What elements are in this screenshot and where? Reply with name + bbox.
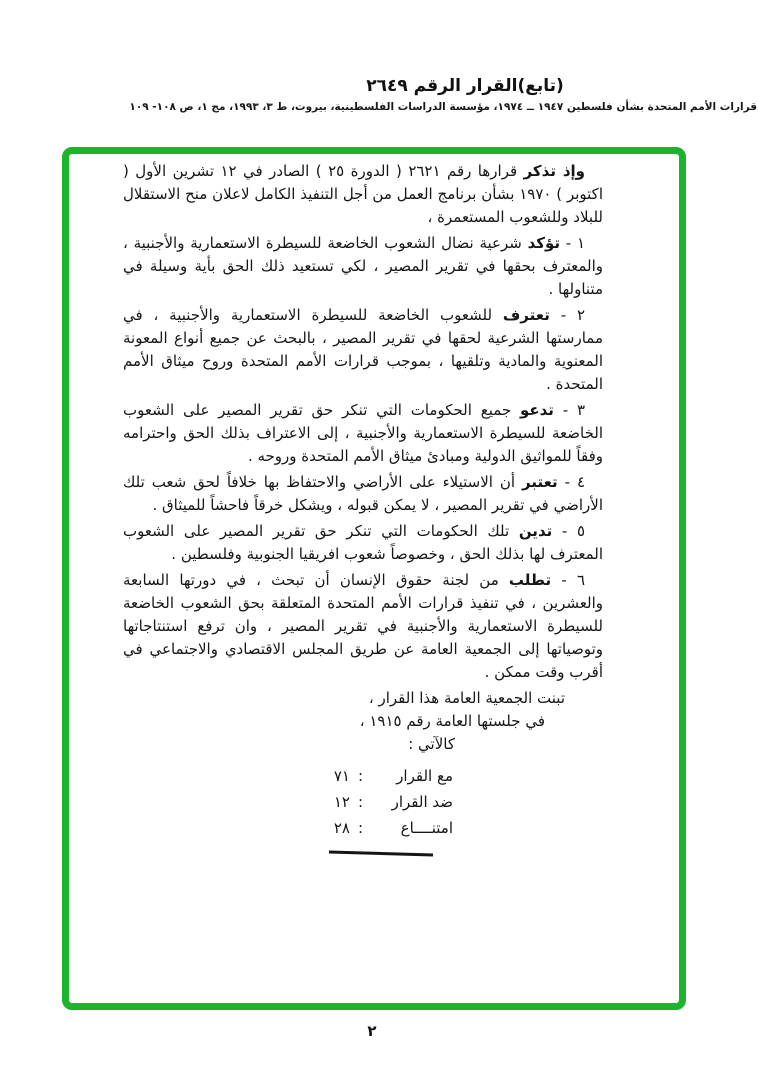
source-citation: قرارات الأمم المتحدة بشأن فلسطين ١٩٤٧ ــ ١٩٧٤، مؤسسة الدراسات الفلسطينية، بيروت، ط ٣، ١٩٩٣، مج ١، ص ١٠٨- ١٠٩ [129, 101, 757, 113]
item-text: من لجنة حقوق الإنسان أن تبحث ، في دورتها السابعة والعشرين ، في تنفيذ قرارات الأمم المتحدة المتعلقة بحق الشعوب الخاضعة للسيطرة الاستعمارية والأجنبية في تقرير المصير ، وان ترفع استنتاجاتها وتوصياتها إلى الجمعية العامة عن طريق المجلس الاقتصادي والاجتماعي في أقرب وقت ممكن . [123, 571, 603, 681]
operative-item-1 [123, 232, 603, 301]
item-number: ٤ - [557, 473, 585, 491]
item-number: ٢ - [549, 306, 585, 324]
vote-colon: : [357, 767, 363, 785]
item-text: للشعوب الخاضعة للسيطرة الاستعمارية والأجنبية ، في ممارستها الشرعية لحقها في تقرير المصير ، بالبحث عن جميع أنواع المعونة المعنوية والمادية وتلقيها ، بموجب قرارات الأمم المتحدة وروح ميثاق الأمم المتحدة . [123, 306, 603, 393]
operative-item-3 [123, 399, 603, 468]
vote-row-abstain [123, 816, 453, 840]
item-lead: تعتبر [522, 473, 558, 491]
vote-colon: : [357, 793, 363, 811]
item-number: ١ - [560, 234, 586, 252]
vote-colon: : [357, 819, 363, 837]
vote-value: ٧١ [333, 767, 350, 785]
green-highlight-frame [62, 147, 686, 1010]
preamble-lead: وإذ تذكر [523, 162, 585, 180]
operative-item-5 [123, 520, 603, 566]
preamble-text: قرارها رقم ٢٦٢١ ( الدورة ٢٥ ) الصادر في ١٢ تشرين الأول ( اكتوبر ) ١٩٧٠ بشأن برنامج العمل من أجل التنفيذ الكامل لاعلان منح الاستقلال للبلاد وللشعوب المستعمرة ، [123, 162, 603, 226]
resolution-body [69, 154, 679, 855]
operative-item-6 [123, 569, 603, 684]
as-follows-line: كالآتي : [408, 735, 455, 753]
item-number: ٦ - [551, 571, 585, 589]
item-text: جميع الحكومات التي تنكر حق تقرير المصير على الشعوب الخاضعة للسيطرة الاستعمارية والأجنبية ، إلى الاعتراف بذلك الحق واحترامه وفقاً للمواثيق الدولية ومبادئ ميثاق الأمم المتحدة وروحه . [123, 401, 603, 465]
item-text: أن الاستيلاء على الأراضي والاحتفاظ بها خلافاً لحق شعب تلك الأراضي في تقرير المصير ، لا يمكن قبوله ، ويشكل خرقاً فاحشاً للميثاق . [123, 473, 603, 514]
adoption-line: تبنت الجمعية العامة هذا القرار ، [368, 689, 565, 707]
item-lead: تعترف [502, 306, 550, 324]
session-line: في جلستها العامة رقم ١٩١٥ ، [359, 712, 545, 730]
item-number: ٥ - [552, 522, 585, 540]
item-text: تلك الحكومات التي تنكر حق تقرير المصير على الشعوب المعترف لها بذلك الحق ، وخصوصاً شعوب افريقيا الجنوبية وفلسطين . [123, 522, 603, 563]
item-lead: تدعو [519, 401, 554, 419]
preamble-paragraph [123, 160, 603, 229]
item-number: ٣ - [553, 401, 585, 419]
vote-label: ضد القرار [391, 793, 453, 811]
vote-row-against [123, 790, 453, 814]
operative-item-4 [123, 471, 603, 517]
vote-row-for [123, 764, 453, 788]
vote-label: امتنــــاع [400, 819, 453, 837]
vote-label: مع القرار [396, 767, 453, 785]
vote-value: ٢٨ [333, 819, 350, 837]
vote-value: ١٢ [333, 793, 350, 811]
end-divider-rule [329, 851, 433, 857]
page-number: ٢ [367, 1022, 377, 1040]
operative-item-2 [123, 304, 603, 396]
resolution-title: (تابع)القرار الرقم ٢٦٤٩ [366, 76, 564, 96]
item-text: شرعية نضال الشعوب الخاضعة للسيطرة الاستعمارية والأجنبية ، والمعترف بحقها في تقرير المصير ، لكي تستعيد ذلك الحق بأية وسيلة في متناولها . [123, 234, 603, 298]
vote-tally [123, 764, 603, 840]
item-lead: تطلب [508, 571, 552, 589]
item-lead: تدين [518, 522, 553, 540]
item-lead: تؤكد [527, 234, 561, 252]
